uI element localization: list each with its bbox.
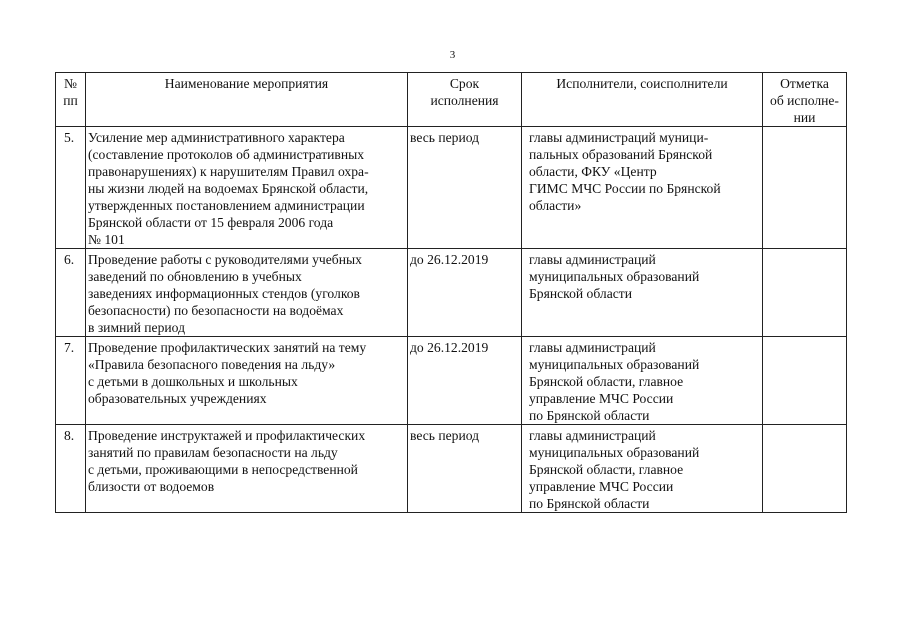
page-number: 3 [449,49,456,61]
table-row [56,425,847,513]
executors-line: по Брянской области [529,408,650,423]
activity-executors [522,127,763,249]
header-name-line: Наименование мероприятия [164,76,329,91]
table-header-row [56,73,847,127]
activity-name-line: безопасности) по безопасности на водоёмах [88,303,344,318]
activity-name-line: Брянской области от 15 февраля 2006 года [88,215,334,230]
activities-table [55,72,847,513]
activity-name-line: заведений по обновлению в учебных [88,269,302,284]
header-num-line: № [64,76,77,91]
header-mark-line: нии [793,110,816,125]
header-executors-line: Исполнители, соисполнители [556,76,728,91]
completion-mark [763,337,847,425]
activity-name-line: ны жизни людей на водоемах Брянской области, [88,181,369,196]
activity-name [86,425,408,513]
header-mark-line: об исполне- [770,93,839,108]
table-row [56,127,847,249]
executors-line: главы администраций [529,340,656,355]
activity-name-line: заведениях информационных стендов (уголков [88,286,360,301]
executors-line: по Брянской области [529,496,650,511]
activity-name-line: с детьми в дошкольных и школьных [88,374,298,389]
row-number: 7. [56,337,86,425]
executors-line: управление МЧС России [529,391,674,406]
row-number: 5. [56,127,86,249]
activity-name-line: близости от водоемов [88,479,215,494]
activity-name-line: утвержденных постановлением администрации [88,198,365,213]
completion-mark [763,249,847,337]
completion-mark [763,127,847,249]
activity-term: весь период [408,127,522,249]
activity-name-line: образовательных учреждениях [88,391,267,406]
activity-executors [522,249,763,337]
executors-line: области» [529,198,582,213]
activity-name [86,249,408,337]
activity-name [86,127,408,249]
row-number: 6. [56,249,86,337]
header-mark [763,73,847,127]
header-num-line: пп [63,93,78,108]
activity-term: до 26.12.2019 [408,337,522,425]
header-name [86,73,408,127]
header-term [408,73,522,127]
executors-line: Брянской области [529,286,632,301]
row-number: 8. [56,425,86,513]
executors-line: области, ФКУ «Центр [529,164,657,179]
activity-name-line: № 101 [88,232,125,247]
table-row [56,249,847,337]
activity-name-line: Усиление мер административного характера [88,130,345,145]
header-term-line: Срок [449,76,480,91]
activity-name-line: с детьми, проживающими в непосредственной [88,462,358,477]
executors-line: ГИМС МЧС России по Брянской [529,181,721,196]
executors-line: муниципальных образований [529,357,700,372]
executors-line: Брянской области, главное [529,462,684,477]
activity-executors [522,425,763,513]
activity-name-line: занятий по правилам безопасности на льду [88,445,338,460]
table-row [56,337,847,425]
header-executors [522,73,763,127]
executors-line: главы администраций муници- [529,130,709,145]
executors-line: главы администраций [529,428,656,443]
activity-name [86,337,408,425]
activity-term: до 26.12.2019 [408,249,522,337]
activity-name-line: Проведение работы с руководителями учебных [88,252,362,267]
activity-name-line: в зимний период [88,320,185,335]
executors-line: муниципальных образований [529,445,700,460]
activity-name-line: правонарушениях) к нарушителям Правил охра- [88,164,369,179]
completion-mark [763,425,847,513]
executors-line: Брянской области, главное [529,374,684,389]
executors-line: управление МЧС России [529,479,674,494]
activity-executors [522,337,763,425]
activity-name-line: «Правила безопасного поведения на льду» [88,357,336,372]
activity-term: весь период [408,425,522,513]
header-num [56,73,86,127]
activity-name-line: Проведение профилактических занятий на тему [88,340,367,355]
executors-line: пальных образований Брянской [529,147,713,162]
header-term-line: исполнения [430,93,499,108]
executors-line: главы администраций [529,252,656,267]
header-mark-line: Отметка [780,76,829,91]
activity-name-line: Проведение инструктажей и профилактических [88,428,366,443]
executors-line: муниципальных образований [529,269,700,284]
activity-name-line: (составление протоколов об административных [88,147,365,162]
